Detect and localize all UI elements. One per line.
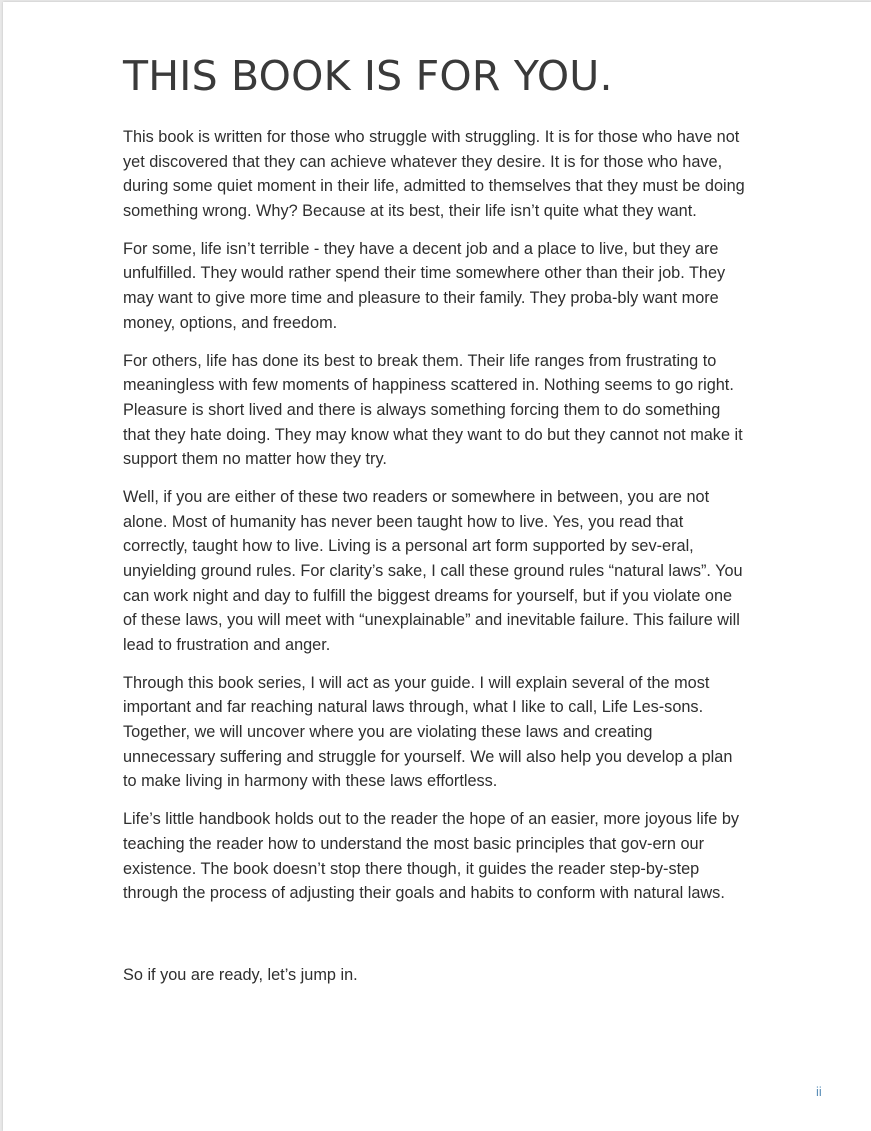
page-number: ii <box>816 1084 822 1099</box>
page-title: THIS BOOK IS FOR YOU. <box>123 52 613 100</box>
paragraph: This book is written for those who struggle with struggling. It is for those who have not yet discovered that they can achieve whatever they desire. It is for those who have, during some quiet moment in their life, admitted to themselves that they must be doing something wrong. Why? Because at its best, their life isn’t quite what they want. <box>123 128 745 220</box>
body-text <box>123 125 748 1001</box>
paragraph: Through this book series, I will act as your guide. I will explain several of the most important and far reaching natural laws through, what I like to call, Life Les-sons. Together, we will uncover where you are violating these laws and creating unnecessary suffering and struggle for yourself. We will also help you develop a plan to make living in harmony with these laws effortless. <box>123 673 733 791</box>
closing-line: So if you are ready, let’s jump in. <box>123 965 358 984</box>
paragraph: For some, life isn’t terrible - they have a decent job and a place to live, but they are unfulfilled. They would rather spend their time somewhere other than their job. They may want to give more time and pleasure to their family. They proba-bly want more money, options, and freedom. <box>123 239 726 332</box>
paragraph: Well, if you are either of these two readers or somewhere in between, you are not alone. Most of humanity has never been taught how to live. Yes, you read that correctly, taught how to live. Living is a personal art form supported by sev-eral, unyielding ground rules. For clarity’s sake, I call these ground rules “natural laws”. You can work night and day to fulfill the biggest dreams for yourself, but if you violate one of these laws, you will meet with “unexplainable” and inevitable failure. This failure will lead to frustration and anger. <box>123 488 743 654</box>
document-page <box>3 2 871 1131</box>
paragraph: For others, life has done its best to break them. Their life ranges from frustrating to meaningless with few moments of happiness scattered in. Nothing seems to go right. Pleasure is short lived and there is always something forcing them to do something that they hate doing. They may know what they want to do but they cannot not make it support them no matter how they try. <box>123 351 743 469</box>
paragraph: Life’s little handbook holds out to the reader the hope of an easier, more joyous life by teaching the reader how to understand the most basic principles that gov-ern our existence. The book doesn’t stop there though, it guides the reader step-by-step through the process of adjusting their goals and habits to conform with natural laws. <box>123 810 740 903</box>
